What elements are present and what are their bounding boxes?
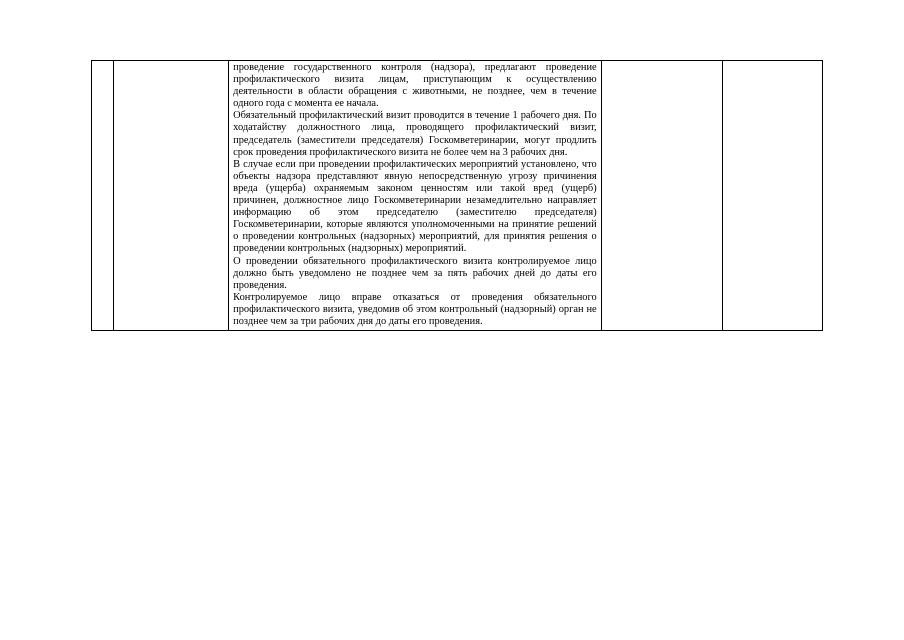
paragraph: В случае если при проведении профилактических мероприятий установлено, что объекты надзора представляют явную непосредственную угрозу причинения вреда (ущерба) охраняемым законом ценностям или такой вред (ущерб) причинен, должностное лицо Госкомветеринарии незамедлительно направляет информацию об этом председателю (заместителю председателя) Госкомветеринарии, которые являются уполномоченными на принятие решений о проведении контрольных (надзорных) мероприятий, для принятия решения о проведении контрольных (надзорных) мероприятий. [233,158,597,255]
paragraph: Обязательный профилактический визит проводится в течение 1 рабочего дня. По ходатайству должностного лица, проводящего профилактический визит, председатель (заместители председателя) Госкомветеринарии, могут продлить срок проведения профилактического визита не более чем на 3 рабочих дня. [233,110,597,158]
paragraph: Контролируемое лицо вправе отказаться от проведения обязательного профилактического визита, уведомив об этом контрольный (надзорный) орган не позднее чем за три рабочих дня до даты его проведения. [233,291,597,327]
table-cell-type [114,61,229,331]
table-cell-deadline [601,61,722,331]
paragraph: проведение государственного контроля (надзора), предлагают проведение профилактического визита лицам, приступающим к осуществлению деятельности в области обращения с животными, не позднее, чем в течение одного года с момента ее начала. [233,62,597,110]
table-cell-responsible [722,61,822,331]
paragraph: О проведении обязательного профилактического визита контролируемое лицо должно быть уведомлено не позднее чем за пять рабочих дней до даты его проведения. [233,255,597,291]
table-row [92,61,823,331]
table-cell-number [92,61,114,331]
table-cell-description [229,61,602,331]
document-table [91,60,823,331]
